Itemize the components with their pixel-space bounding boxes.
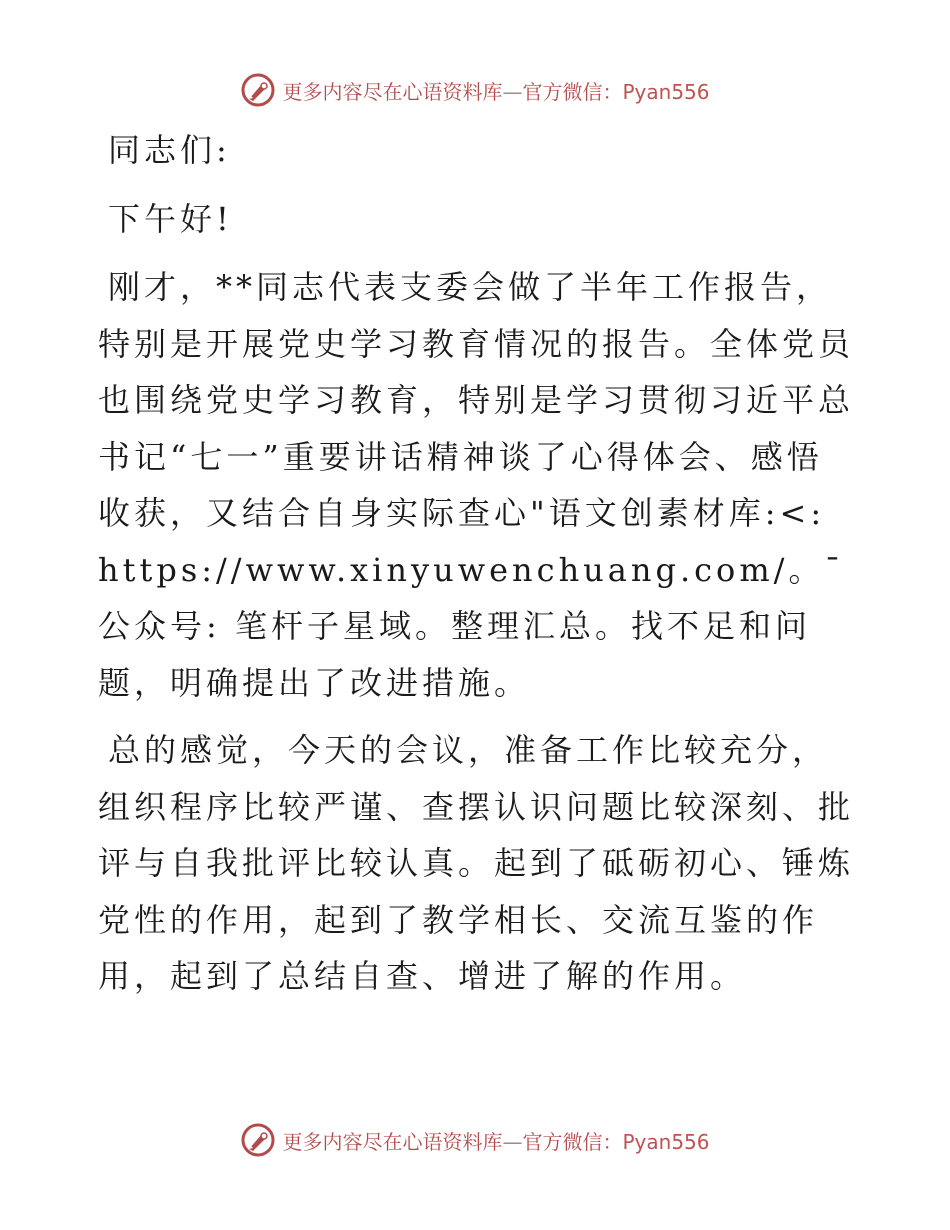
pen-logo-icon (240, 1122, 276, 1158)
banner-official-label: 官方微信： (522, 1129, 623, 1154)
salutation: 同志们: (108, 131, 231, 169)
paragraph-2: 总的感觉，今天的会议，准备工作比较充分，组织程序比较严谨、查摆认识问题比较深刻、批评与自我批评比较认真。起到了砥砺初心、锤炼党性的作用，起到了教学相长、交流互鉴的作用，起到了总结自查、增进了解的作用。 (98, 731, 855, 995)
banner-dash: — (502, 1129, 523, 1154)
banner-text (282, 76, 709, 105)
header-banner (0, 68, 950, 112)
banner-official-label: 官方微信： (522, 79, 623, 104)
greeting: 下午好! (108, 199, 233, 238)
paragraph-1: 刚才，**同志代表支委会做了半年工作报告，特别是开展党史学习教育情况的报告。全体党员也围绕党史学习教育，特别是学习贯彻习近平总书记“七一”重要讲话精神谈了心得体会、感悟收获，又结合自身实际查心"语文创素材库:<: https://www.xinyuwenchuang.com/。¯公众号: 笔杆子星域。整理汇总。找不足和问题，明确提出了改进措施。 (98, 268, 855, 702)
banner-wechat-id: Pyan556 (622, 1129, 710, 1154)
banner-slogan: 更多内容尽在心语资料库 (282, 79, 503, 104)
banner-wechat-id: Pyan556 (622, 79, 710, 104)
banner-slogan: 更多内容尽在心语资料库 (282, 1129, 503, 1154)
document-body (98, 122, 858, 1016)
pen-logo-icon (240, 72, 276, 108)
footer-banner (0, 1118, 950, 1162)
banner-text (282, 1126, 709, 1155)
banner-dash: — (502, 79, 523, 104)
